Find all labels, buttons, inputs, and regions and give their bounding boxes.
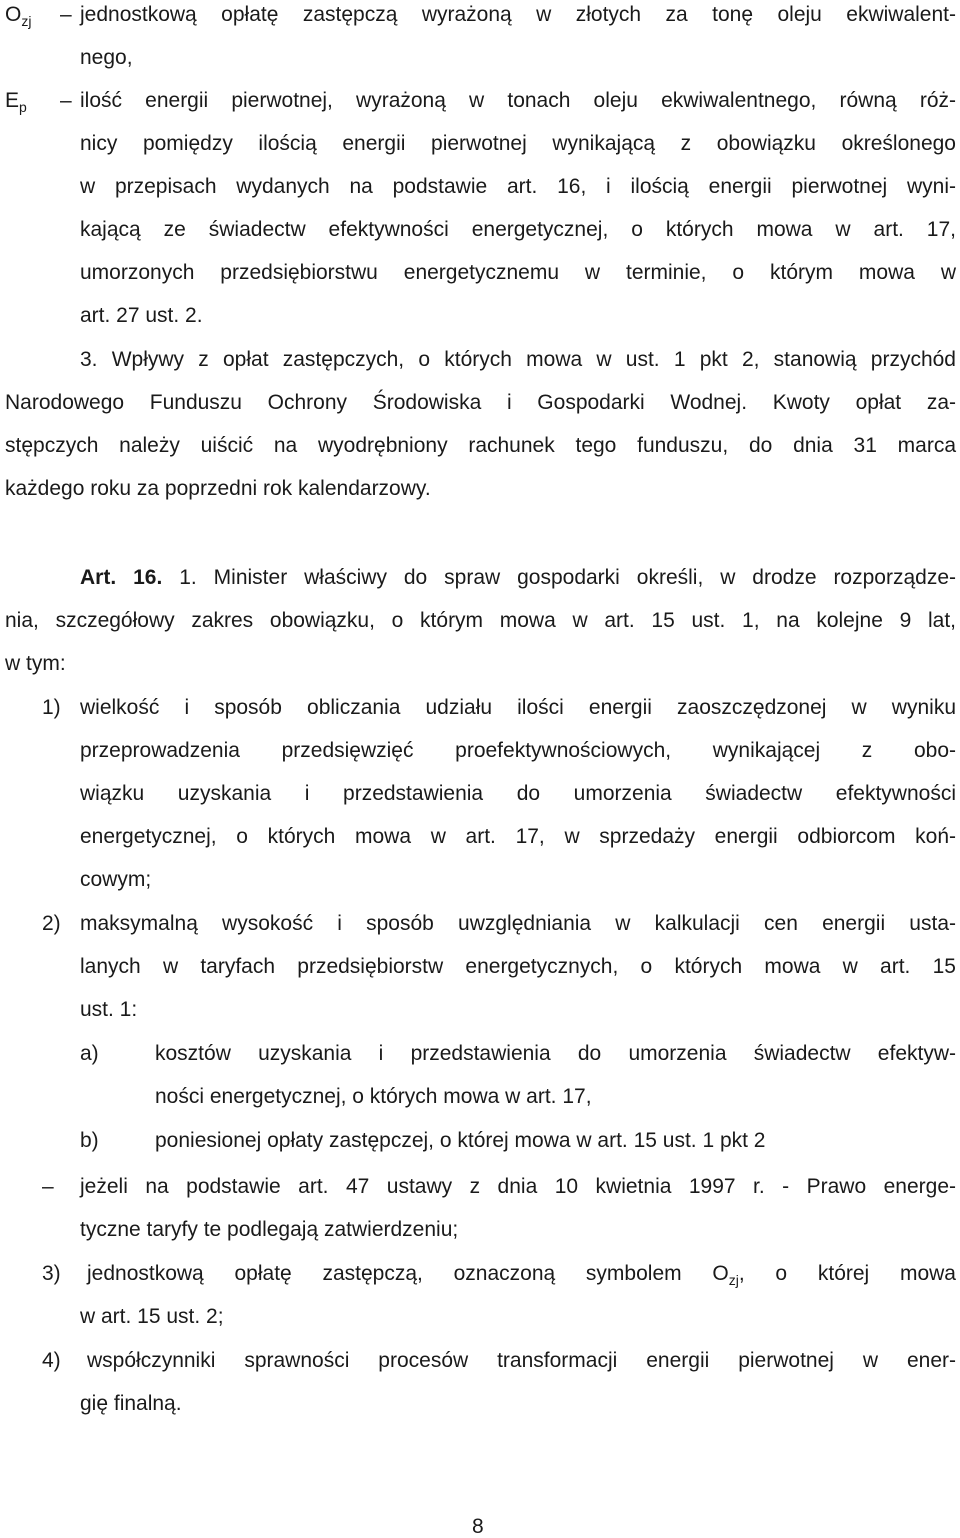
item-line: cowym;: [80, 868, 152, 891]
definition-line: w przepisach wydanych na podstawie art. 16, i ilością energii pierwotnej wyni-: [80, 175, 956, 198]
article-16-line: nia, szczegółowy zakres obowiązku, o którym mowa w art. 15 ust. 1, na kolejne 9 lat,: [5, 609, 956, 632]
item-line: w art. 15 ust. 2;: [80, 1305, 224, 1328]
item-number: 1): [42, 696, 61, 719]
paragraph-3-line: Narodowego Funduszu Ochrony Środowiska i Gospodarki Wodnej. Kwoty opłat za-: [5, 391, 956, 414]
item-line: współczynniki sprawności procesów transformacji energii pierwotnej w ener-: [87, 1349, 956, 1372]
definition-symbol-ozj: $O_{zj}$: [5, 3, 32, 29]
definition-line: jednostkową opłatę zastępczą wyrażoną w złotych za tonę oleju ekwiwalent-: [80, 3, 956, 26]
item-line: wielkość i sposób obliczania udziału ilości energii zaoszczędzonej w wyniku: [80, 696, 956, 719]
item-number: 3): [42, 1262, 61, 1285]
item-line: jednostkową opłatę zastępczą, oznaczoną symbolem $O_{zj}$, o której mowa: [87, 1262, 956, 1288]
item-line: przeprowadzenia przedsięwzięć proefektywnościowych, wynikającej z obo-: [80, 739, 956, 762]
definition-line: umorzonych przedsiębiorstwu energetycznemu w terminie, o którym mowa w: [80, 261, 956, 284]
item-line: lanych w taryfach przedsiębiorstw energetycznych, o których mowa w art. 15: [80, 955, 956, 978]
definition-line: ilość energii pierwotnej, wyrażoną w tonach oleju ekwiwalentnego, równą róż-: [80, 89, 956, 112]
paragraph-3-line: stępczych należy uiścić na wyodrębniony rachunek tego funduszu, do dnia 31 marca: [5, 434, 956, 457]
paragraph-3-line: każdego roku za poprzedni rok kalendarzowy.: [5, 477, 431, 500]
item-line: gię finalną.: [80, 1392, 182, 1415]
item-line: maksymalną wysokość i sposób uwzględniania w kalkulacji cen energii usta-: [80, 912, 956, 935]
item-line: energetycznej, o których mowa w art. 17, w sprzedaży energii odbiorcom koń-: [80, 825, 956, 848]
article-16-line: w tym:: [5, 652, 66, 675]
article-16-first-line: Art. 16. 1. Minister właściwy do spraw gospodarki określi, w drodze rozporządze-: [80, 566, 956, 589]
paragraph-3-line: 3. Wpływy z opłat zastępczych, o których mowa w ust. 1 pkt 2, stanowią przychód: [80, 348, 956, 371]
definition-line: nego,: [80, 46, 133, 69]
definition-line: nicy pomiędzy ilością energii pierwotnej wynikającą z obowiązku określonego: [80, 132, 956, 155]
definition-dash: –: [60, 89, 72, 112]
item-line: wiązku uzyskania i przedstawienia do umorzenia świadectw efektywności: [80, 782, 956, 805]
definition-dash: –: [60, 3, 72, 26]
dash-item-line: tyczne taryfy te podlegają zatwierdzeniu;: [80, 1218, 459, 1241]
definition-symbol-ep: $E_p$: [5, 89, 27, 115]
page-number: 8: [472, 1515, 484, 1538]
subitem-line: ności energetycznej, o których mowa w art. 17,: [155, 1085, 592, 1108]
dash-item-line: jeżeli na podstawie art. 47 ustawy z dnia 10 kwietnia 1997 r. - Prawo energe-: [80, 1175, 956, 1198]
subitem-line: poniesionej opłaty zastępczej, o której mowa w art. 15 ust. 1 pkt 2: [155, 1129, 766, 1152]
subitem-line: kosztów uzyskania i przedstawienia do umorzenia świadectw efektyw-: [155, 1042, 956, 1065]
item-line: ust. 1:: [80, 998, 138, 1021]
subitem-letter: b): [80, 1129, 99, 1152]
subitem-letter: a): [80, 1042, 99, 1065]
item-number: 2): [42, 912, 61, 935]
item-number: 4): [42, 1349, 61, 1372]
definition-line: art. 27 ust. 2.: [80, 304, 203, 327]
article-heading: Art. 16.: [80, 566, 163, 589]
dash-marker: –: [42, 1175, 54, 1198]
definition-line: kającą ze świadectw efektywności energetycznej, o których mowa w art. 17,: [80, 218, 956, 241]
